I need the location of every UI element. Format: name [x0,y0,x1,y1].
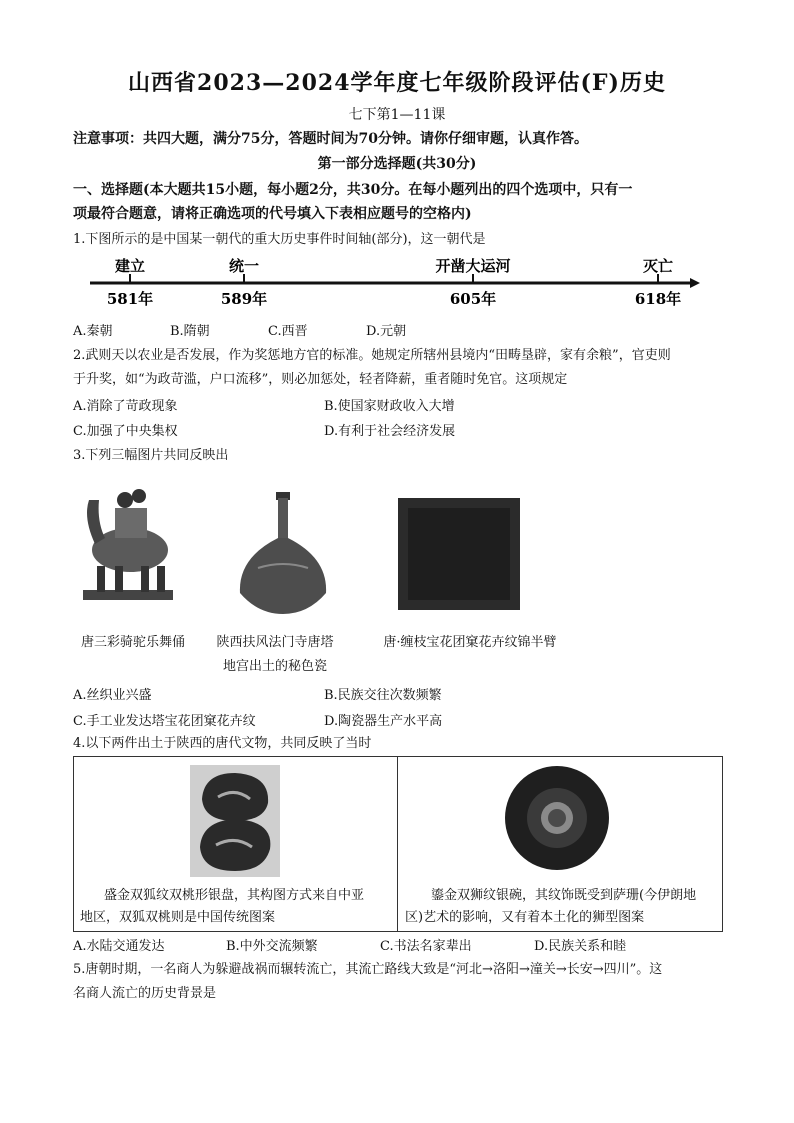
q4-option-a: A.水陆交通发达 [73,939,165,954]
question-4-stem: 4.以下两件出土于陕西的唐代文物，共同反映了当时 [73,736,372,751]
left-caption-line-2: 地区，双狐双桃则是中国传统图案 [80,910,276,925]
table-divider [397,757,398,931]
event-4: 灭亡 [642,257,674,275]
event-3: 开凿大运河 [435,257,511,275]
q5-line-1: 5.唐朝时期，一名商人为躲避战祸而辗转流亡，其流亡路线大致是“河北→洛阳→潼关→长安→四川”。这 [73,962,663,977]
year-4: 618年 [634,290,682,308]
camel-figure-image [75,478,185,618]
q2-option-c: C.加强了中央集权 [73,424,178,439]
year-2: 589年 [220,290,268,308]
caption-vase-line-2: 地宫出土的秘色瓷 [222,659,327,674]
q4-option-b: B.中外交流频繁 [226,939,318,954]
q4-artifact-table [73,756,723,932]
page-subtitle: 七下第1—11课 [348,107,446,123]
caption-silk: 唐·缠枝宝花团窠花卉纹锦半臂 [383,635,557,650]
caption-camel: 唐三彩骑驼乐舞俑 [80,635,185,650]
silver-plate-image [190,765,280,877]
page-title: 山西省2023—2024学年度七年级阶段评估(F)历史 [128,70,666,96]
q4-option-d: D.民族关系和睦 [534,939,627,954]
q2-option-b: B.使国家财政收入大增 [324,399,455,414]
year-3: 605年 [449,290,497,308]
question-2-stem [73,344,733,392]
q1-option-c: C.西晋 [268,324,308,339]
timeline-arrow-icon [690,278,700,288]
q5-line-2: 名商人流亡的历史背景是 [73,986,217,1001]
left-caption-line-1: 盛金双狐纹双桃形银盘，其构图方式来自中亚 [104,888,365,903]
q3-option-a: A.丝织业兴盛 [73,688,152,703]
question-1-stem: 1.下图所示的是中国某一朝代的重大历史事件时间轴(部分)，这一朝代是 [73,232,486,247]
q1-option-a: A.秦朝 [73,324,113,339]
right-caption-line-2: 区)艺术的影响，又有着本土化的狮型图案 [405,910,645,925]
q3-option-b: B.民族交往次数频繁 [324,688,442,703]
q2-option-d: D.有利于社会经济发展 [324,424,456,439]
notice-text: 注意事项：共四大题，满分75分，答题时间为70分钟。请你仔细审题，认真作答。 [73,131,588,147]
intro-line-2: 项最符合题意，请将正确选项的代号填入下表相应题号的空格内) [73,206,472,222]
q2-line-2: 于升奖，如“为政苛滥，户口流移”，则必加惩处，轻者降薪，重者随时免官。这项规定 [73,372,568,387]
q3-option-c: C.手工业发达塔宝花团窠花卉纹 [73,714,256,729]
q2-option-a: A.消除了苛政现象 [73,399,178,414]
intro-line-1: 一、选择题(本大题共15小题，每小题2分，共30分。在每小题列出的四个选项中，只有一 [73,182,633,198]
right-caption-line-1: 鎏金双狮纹银碗，其纹饰既受到萨珊(今伊朗地 [431,888,697,903]
caption-vase-line-1: 陕西扶风法门寺唐塔 [216,635,334,650]
part-heading: 第一部分选择题(共30分) [317,156,477,172]
q1-option-d: D.元朝 [366,324,407,339]
event-2: 统一 [228,257,260,275]
timeline-diagram [90,256,700,316]
question-5-stem [73,958,733,1006]
q1-option-b: B.隋朝 [170,324,210,339]
porcelain-vase-image [228,488,338,618]
year-1: 581年 [106,290,154,308]
q3-option-d: D.陶瓷器生产水平高 [324,714,443,729]
question-3-stem: 3.下列三幅图片共同反映出 [73,448,229,463]
event-1: 建立 [114,257,146,275]
section-intro [73,178,733,226]
q2-line-1: 2.武则天以农业是否发展，作为奖惩地方官的标准。她规定所辖州县境内“田畴垦辟，家有余粮”，官吏则 [73,348,671,363]
silk-garment-image [394,494,524,614]
silver-bowl-image [502,763,612,873]
q4-option-c: C.书法名家辈出 [380,939,472,954]
